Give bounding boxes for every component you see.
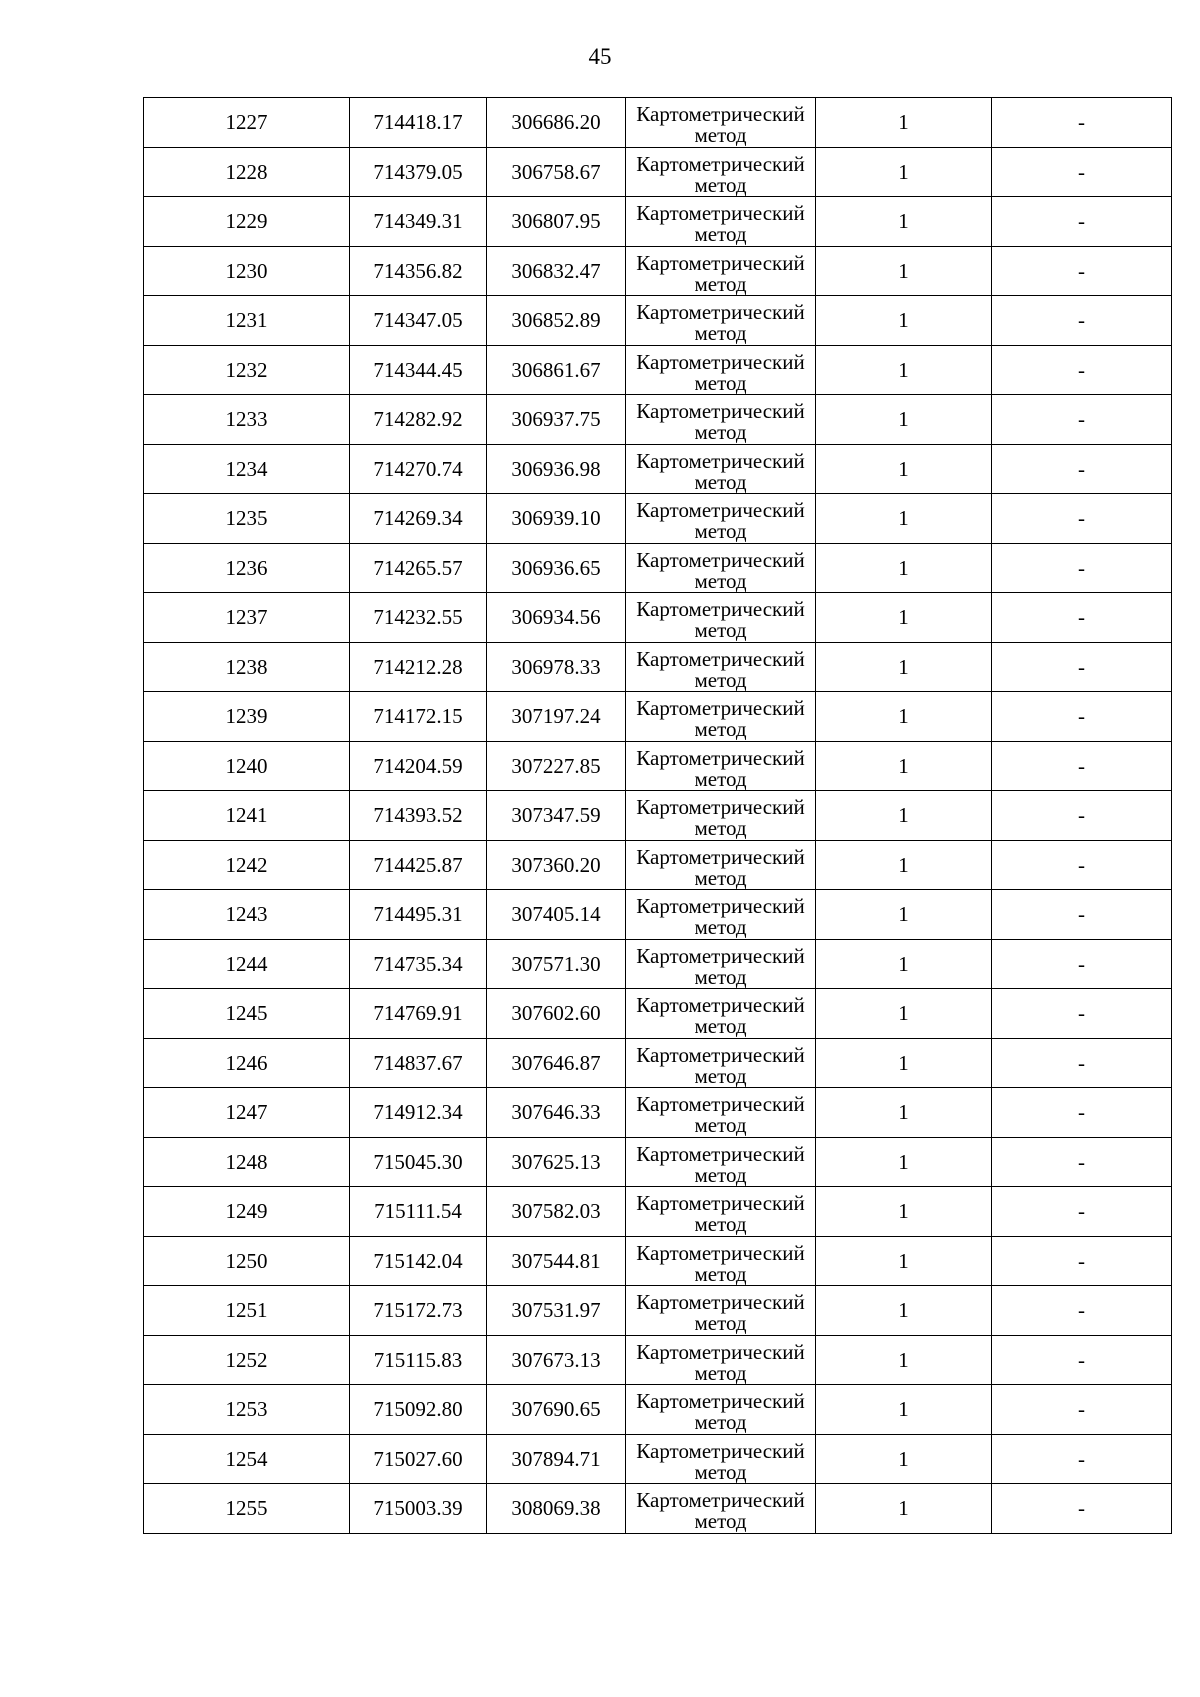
- accuracy-cell: 1: [816, 890, 992, 940]
- point-number-cell: 1254: [144, 1434, 350, 1484]
- method-text-line2: метод: [694, 568, 747, 593]
- point-number-cell: 1251: [144, 1286, 350, 1336]
- note-cell: -: [992, 444, 1172, 494]
- x-coordinate-cell: 714912.34: [350, 1088, 487, 1138]
- method-text-line1: Картометрический: [636, 1339, 805, 1364]
- method-text-line2: метод: [694, 1410, 747, 1435]
- y-coordinate-cell: 306937.75: [487, 395, 626, 445]
- x-coordinate-cell: 714344.45: [350, 345, 487, 395]
- method-text-line2: метод: [694, 1014, 747, 1039]
- accuracy-cell: 1: [816, 1434, 992, 1484]
- table-row: [144, 939, 1172, 989]
- method-text-line2: метод: [694, 222, 747, 247]
- note-cell: -: [992, 1434, 1172, 1484]
- point-number-cell: 1250: [144, 1236, 350, 1286]
- point-number-cell: 1229: [144, 197, 350, 247]
- y-coordinate-cell: 306978.33: [487, 642, 626, 692]
- table-row: [144, 1335, 1172, 1385]
- method-text-line1: Картометрический: [636, 300, 805, 325]
- method-cell: [626, 444, 816, 494]
- method-text-line1: Картометрический: [636, 993, 805, 1018]
- point-number-cell: 1255: [144, 1484, 350, 1534]
- accuracy-cell: 1: [816, 1335, 992, 1385]
- method-text-line1: Картометрический: [636, 498, 805, 523]
- table-row: [144, 147, 1172, 197]
- method-text-line2: метод: [694, 667, 747, 692]
- method-text-line1: Картометрический: [636, 448, 805, 473]
- method-text-line1: Картометрический: [636, 1042, 805, 1067]
- y-coordinate-cell: 307544.81: [487, 1236, 626, 1286]
- method-cell: [626, 939, 816, 989]
- y-coordinate-cell: 307197.24: [487, 692, 626, 742]
- method-text-line2: метод: [694, 1509, 747, 1534]
- method-text-line2: метод: [694, 321, 747, 346]
- accuracy-cell: 1: [816, 1038, 992, 1088]
- point-number-cell: 1234: [144, 444, 350, 494]
- method-text-line1: Картометрический: [636, 1488, 805, 1513]
- point-number-cell: 1252: [144, 1335, 350, 1385]
- note-cell: -: [992, 642, 1172, 692]
- accuracy-cell: 1: [816, 939, 992, 989]
- method-cell: [626, 395, 816, 445]
- point-number-cell: 1247: [144, 1088, 350, 1138]
- point-number-cell: 1240: [144, 741, 350, 791]
- y-coordinate-cell: 307405.14: [487, 890, 626, 940]
- table-row: [144, 444, 1172, 494]
- method-text-line2: метод: [694, 172, 747, 197]
- method-cell: [626, 543, 816, 593]
- y-coordinate-cell: 306861.67: [487, 345, 626, 395]
- note-cell: -: [992, 840, 1172, 890]
- y-coordinate-cell: 306686.20: [487, 98, 626, 148]
- x-coordinate-cell: 714349.31: [350, 197, 487, 247]
- method-cell: [626, 791, 816, 841]
- table-row: [144, 1434, 1172, 1484]
- accuracy-cell: 1: [816, 692, 992, 742]
- accuracy-cell: 1: [816, 1385, 992, 1435]
- note-cell: -: [992, 1484, 1172, 1534]
- method-cell: [626, 1286, 816, 1336]
- method-text-line2: метод: [694, 964, 747, 989]
- x-coordinate-cell: 715003.39: [350, 1484, 487, 1534]
- accuracy-cell: 1: [816, 345, 992, 395]
- x-coordinate-cell: 714356.82: [350, 246, 487, 296]
- note-cell: -: [992, 791, 1172, 841]
- x-coordinate-cell: 714347.05: [350, 296, 487, 346]
- method-text-line1: Картометрический: [636, 201, 805, 226]
- method-cell: [626, 1484, 816, 1534]
- table-row: [144, 1484, 1172, 1534]
- method-cell: [626, 1236, 816, 1286]
- accuracy-cell: 1: [816, 494, 992, 544]
- x-coordinate-cell: 714212.28: [350, 642, 487, 692]
- method-text-line1: Картометрический: [636, 102, 805, 127]
- method-cell: [626, 98, 816, 148]
- coordinates-table: [143, 97, 1172, 1534]
- method-text-line1: Картометрический: [636, 1092, 805, 1117]
- table-row: [144, 1088, 1172, 1138]
- method-text-line2: метод: [694, 1063, 747, 1088]
- method-text-line2: метод: [694, 1113, 747, 1138]
- y-coordinate-cell: 307347.59: [487, 791, 626, 841]
- table-row: [144, 692, 1172, 742]
- x-coordinate-cell: 715045.30: [350, 1137, 487, 1187]
- table-row: [144, 1137, 1172, 1187]
- point-number-cell: 1230: [144, 246, 350, 296]
- method-text-line2: метод: [694, 420, 747, 445]
- point-number-cell: 1232: [144, 345, 350, 395]
- method-text-line1: Картометрический: [636, 1240, 805, 1265]
- accuracy-cell: 1: [816, 840, 992, 890]
- x-coordinate-cell: 714270.74: [350, 444, 487, 494]
- x-coordinate-cell: 714837.67: [350, 1038, 487, 1088]
- note-cell: -: [992, 296, 1172, 346]
- method-text-line1: Картометрический: [636, 349, 805, 374]
- x-coordinate-cell: 714172.15: [350, 692, 487, 742]
- point-number-cell: 1228: [144, 147, 350, 197]
- method-cell: [626, 989, 816, 1039]
- method-cell: [626, 197, 816, 247]
- x-coordinate-cell: 715111.54: [350, 1187, 487, 1237]
- x-coordinate-cell: 714393.52: [350, 791, 487, 841]
- y-coordinate-cell: 306807.95: [487, 197, 626, 247]
- point-number-cell: 1246: [144, 1038, 350, 1088]
- table-row: [144, 1385, 1172, 1435]
- accuracy-cell: 1: [816, 741, 992, 791]
- x-coordinate-cell: 714269.34: [350, 494, 487, 544]
- point-number-cell: 1244: [144, 939, 350, 989]
- point-number-cell: 1237: [144, 593, 350, 643]
- method-text-line2: метод: [694, 766, 747, 791]
- accuracy-cell: 1: [816, 1236, 992, 1286]
- note-cell: -: [992, 147, 1172, 197]
- y-coordinate-cell: 306852.89: [487, 296, 626, 346]
- method-text-line1: Картометрический: [636, 1191, 805, 1216]
- method-text-line1: Картометрический: [636, 151, 805, 176]
- x-coordinate-cell: 715115.83: [350, 1335, 487, 1385]
- accuracy-cell: 1: [816, 642, 992, 692]
- method-cell: [626, 840, 816, 890]
- table-row: [144, 246, 1172, 296]
- method-text-line2: метод: [694, 1162, 747, 1187]
- table-row: [144, 1286, 1172, 1336]
- point-number-cell: 1242: [144, 840, 350, 890]
- x-coordinate-cell: 714769.91: [350, 989, 487, 1039]
- accuracy-cell: 1: [816, 1286, 992, 1336]
- method-text-line1: Картометрический: [636, 894, 805, 919]
- point-number-cell: 1235: [144, 494, 350, 544]
- table-row: [144, 1236, 1172, 1286]
- method-text-line2: метод: [694, 519, 747, 544]
- table-row: [144, 494, 1172, 544]
- note-cell: -: [992, 494, 1172, 544]
- point-number-cell: 1249: [144, 1187, 350, 1237]
- method-cell: [626, 593, 816, 643]
- method-text-line2: метод: [694, 271, 747, 296]
- method-text-line2: метод: [694, 1360, 747, 1385]
- y-coordinate-cell: 307673.13: [487, 1335, 626, 1385]
- method-cell: [626, 296, 816, 346]
- table-row: [144, 1187, 1172, 1237]
- method-cell: [626, 741, 816, 791]
- table-row: [144, 296, 1172, 346]
- point-number-cell: 1227: [144, 98, 350, 148]
- x-coordinate-cell: 714204.59: [350, 741, 487, 791]
- y-coordinate-cell: 306936.65: [487, 543, 626, 593]
- y-coordinate-cell: 307625.13: [487, 1137, 626, 1187]
- y-coordinate-cell: 307582.03: [487, 1187, 626, 1237]
- y-coordinate-cell: 307531.97: [487, 1286, 626, 1336]
- table-row: [144, 642, 1172, 692]
- accuracy-cell: 1: [816, 791, 992, 841]
- method-cell: [626, 1187, 816, 1237]
- point-number-cell: 1239: [144, 692, 350, 742]
- point-number-cell: 1231: [144, 296, 350, 346]
- method-text-line1: Картометрический: [636, 646, 805, 671]
- method-cell: [626, 147, 816, 197]
- page-number: 45: [588, 44, 612, 69]
- y-coordinate-cell: 307646.87: [487, 1038, 626, 1088]
- method-text-line2: метод: [694, 816, 747, 841]
- method-text-line1: Картометрический: [636, 1438, 805, 1463]
- x-coordinate-cell: 714265.57: [350, 543, 487, 593]
- method-cell: [626, 642, 816, 692]
- x-coordinate-cell: 715172.73: [350, 1286, 487, 1336]
- accuracy-cell: 1: [816, 1088, 992, 1138]
- table-row: [144, 98, 1172, 148]
- table-row: [144, 395, 1172, 445]
- point-number-cell: 1248: [144, 1137, 350, 1187]
- y-coordinate-cell: 306939.10: [487, 494, 626, 544]
- method-text-line2: метод: [694, 370, 747, 395]
- method-text-line2: метод: [694, 1311, 747, 1336]
- accuracy-cell: 1: [816, 98, 992, 148]
- method-text-line2: метод: [694, 865, 747, 890]
- method-text-line2: метод: [694, 618, 747, 643]
- method-text-line1: Картометрический: [636, 547, 805, 572]
- point-number-cell: 1236: [144, 543, 350, 593]
- method-cell: [626, 1137, 816, 1187]
- y-coordinate-cell: 307602.60: [487, 989, 626, 1039]
- x-coordinate-cell: 715027.60: [350, 1434, 487, 1484]
- note-cell: -: [992, 1038, 1172, 1088]
- note-cell: -: [992, 345, 1172, 395]
- method-cell: [626, 345, 816, 395]
- method-text-line2: метод: [694, 915, 747, 940]
- note-cell: -: [992, 692, 1172, 742]
- method-text-line1: Картометрический: [636, 1141, 805, 1166]
- point-number-cell: 1243: [144, 890, 350, 940]
- method-text-line1: Картометрический: [636, 696, 805, 721]
- table-row: [144, 543, 1172, 593]
- table-row: [144, 197, 1172, 247]
- accuracy-cell: 1: [816, 989, 992, 1039]
- note-cell: -: [992, 1088, 1172, 1138]
- method-text-line1: Картометрический: [636, 597, 805, 622]
- method-cell: [626, 890, 816, 940]
- table-row: [144, 840, 1172, 890]
- x-coordinate-cell: 714425.87: [350, 840, 487, 890]
- method-cell: [626, 1038, 816, 1088]
- point-number-cell: 1245: [144, 989, 350, 1039]
- note-cell: -: [992, 1236, 1172, 1286]
- note-cell: -: [992, 1187, 1172, 1237]
- y-coordinate-cell: 306832.47: [487, 246, 626, 296]
- method-text-line1: Картометрический: [636, 943, 805, 968]
- x-coordinate-cell: 714735.34: [350, 939, 487, 989]
- point-number-cell: 1253: [144, 1385, 350, 1435]
- accuracy-cell: 1: [816, 395, 992, 445]
- y-coordinate-cell: 307227.85: [487, 741, 626, 791]
- y-coordinate-cell: 307360.20: [487, 840, 626, 890]
- method-text-line2: метод: [694, 1261, 747, 1286]
- accuracy-cell: 1: [816, 296, 992, 346]
- note-cell: -: [992, 1335, 1172, 1385]
- y-coordinate-cell: 306758.67: [487, 147, 626, 197]
- note-cell: -: [992, 593, 1172, 643]
- x-coordinate-cell: 714379.05: [350, 147, 487, 197]
- method-text-line2: метод: [694, 1212, 747, 1237]
- method-text-line1: Картометрический: [636, 399, 805, 424]
- accuracy-cell: 1: [816, 593, 992, 643]
- y-coordinate-cell: 307690.65: [487, 1385, 626, 1435]
- note-cell: -: [992, 1286, 1172, 1336]
- x-coordinate-cell: 714282.92: [350, 395, 487, 445]
- point-number-cell: 1241: [144, 791, 350, 841]
- table-row: [144, 345, 1172, 395]
- table-row: [144, 989, 1172, 1039]
- method-text-line1: Картометрический: [636, 844, 805, 869]
- method-text-line2: метод: [694, 469, 747, 494]
- x-coordinate-cell: 714232.55: [350, 593, 487, 643]
- method-text-line2: метод: [694, 717, 747, 742]
- method-text-line1: Картометрический: [636, 795, 805, 820]
- method-text-line1: Картометрический: [636, 250, 805, 275]
- method-cell: [626, 494, 816, 544]
- table-row: [144, 593, 1172, 643]
- accuracy-cell: 1: [816, 1137, 992, 1187]
- accuracy-cell: 1: [816, 543, 992, 593]
- y-coordinate-cell: 308069.38: [487, 1484, 626, 1534]
- note-cell: -: [992, 197, 1172, 247]
- method-text-line1: Картометрический: [636, 1389, 805, 1414]
- accuracy-cell: 1: [816, 147, 992, 197]
- y-coordinate-cell: 307571.30: [487, 939, 626, 989]
- accuracy-cell: 1: [816, 1187, 992, 1237]
- x-coordinate-cell: 715142.04: [350, 1236, 487, 1286]
- coordinates-table-body: [144, 98, 1172, 1534]
- method-text-line2: метод: [694, 1459, 747, 1484]
- accuracy-cell: 1: [816, 246, 992, 296]
- method-text-line1: Картометрический: [636, 745, 805, 770]
- note-cell: -: [992, 1137, 1172, 1187]
- note-cell: -: [992, 543, 1172, 593]
- note-cell: -: [992, 741, 1172, 791]
- x-coordinate-cell: 715092.80: [350, 1385, 487, 1435]
- method-cell: [626, 1385, 816, 1435]
- y-coordinate-cell: 306936.98: [487, 444, 626, 494]
- y-coordinate-cell: 307646.33: [487, 1088, 626, 1138]
- table-row: [144, 890, 1172, 940]
- point-number-cell: 1233: [144, 395, 350, 445]
- x-coordinate-cell: 714495.31: [350, 890, 487, 940]
- note-cell: -: [992, 1385, 1172, 1435]
- note-cell: -: [992, 395, 1172, 445]
- note-cell: -: [992, 98, 1172, 148]
- method-text-line2: метод: [694, 123, 747, 148]
- accuracy-cell: 1: [816, 444, 992, 494]
- accuracy-cell: 1: [816, 1484, 992, 1534]
- table-row: [144, 1038, 1172, 1088]
- accuracy-cell: 1: [816, 197, 992, 247]
- method-cell: [626, 1434, 816, 1484]
- method-cell: [626, 246, 816, 296]
- method-text-line1: Картометрический: [636, 1290, 805, 1315]
- method-cell: [626, 692, 816, 742]
- table-row: [144, 791, 1172, 841]
- method-cell: [626, 1088, 816, 1138]
- y-coordinate-cell: 307894.71: [487, 1434, 626, 1484]
- table-row: [144, 741, 1172, 791]
- note-cell: -: [992, 246, 1172, 296]
- note-cell: -: [992, 939, 1172, 989]
- y-coordinate-cell: 306934.56: [487, 593, 626, 643]
- note-cell: -: [992, 890, 1172, 940]
- method-cell: [626, 1335, 816, 1385]
- x-coordinate-cell: 714418.17: [350, 98, 487, 148]
- note-cell: -: [992, 989, 1172, 1039]
- point-number-cell: 1238: [144, 642, 350, 692]
